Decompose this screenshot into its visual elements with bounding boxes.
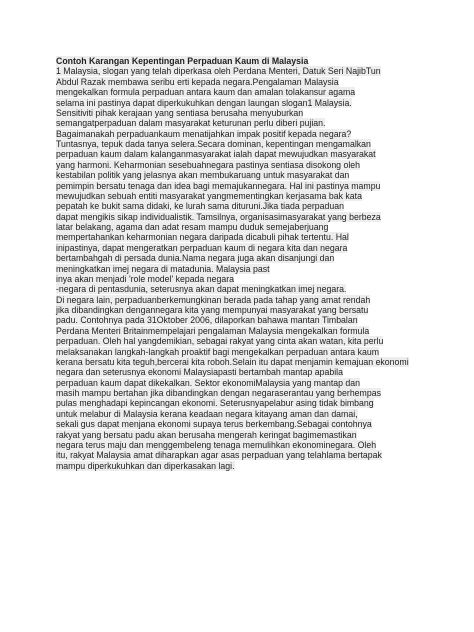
text-line — [56, 212, 428, 222]
paragraph-text: kerana bersatu kita teguh,bercerai kita roboh.Selain itu dapat menjamin kemajuan ekonomi — [56, 356, 409, 367]
text-line — [56, 108, 428, 118]
paragraph-text: meningkatkan imej negara di matadunia. Malaysia past — [56, 263, 270, 274]
paragraph-text: rakyat yang bersatu padu akan berusaha mengerah keringat bagimemastikan — [56, 429, 357, 440]
text-line — [56, 98, 428, 108]
paragraph-text: Tuntasnya, tepuk dada tanya selera.Secara dominan, kepentingan mengamalkan — [56, 139, 371, 149]
paragraph-text: yang harmoni. Keharmonian sesebuahnegara pastinya sentiasa disokong oleh — [56, 159, 361, 170]
paragraph-text: perpaduan. Oleh hal yangdemikian, sebagai rakyat yang cinta akan watan, kita perlu — [56, 336, 384, 347]
document-title: Contoh Karangan Kepentingan Perpaduan Kaum di Malaysia — [56, 56, 309, 66]
text-line — [56, 264, 428, 274]
paragraph-text: mampu diperkukuhkan dan diperkasakan lagi. — [56, 460, 235, 471]
text-line — [56, 450, 428, 460]
text-line — [56, 419, 428, 429]
text-line — [56, 305, 428, 315]
text-line — [56, 378, 428, 388]
text-line — [56, 149, 428, 159]
paragraph-text: negara terus maju dan menggembeleng tenaga memulihkan ekonominegara. Oleh — [56, 439, 377, 450]
text-line — [56, 326, 428, 336]
paragraph-text: selama ini pastinya dapat diperkukuhkan dengan laungan slogan1 Malaysia. — [56, 97, 352, 108]
text-line — [56, 118, 428, 128]
paragraph-text: melaksanakan langkah-langkah proaktif bagi mengekalkan perpaduan antara kaum — [56, 346, 379, 357]
document-body — [56, 56, 428, 471]
text-line — [56, 284, 428, 294]
text-line — [56, 139, 428, 149]
paragraph-text: masih mampu bertahan jika dibandingkan dengan negaraserantau yang berhempas — [56, 388, 381, 398]
text-line — [56, 440, 428, 450]
text-line — [56, 191, 428, 201]
paragraph-text: negara dan seterusnya ekonomi Malaysiapasti bertambah mantap apabila — [56, 367, 343, 378]
text-line — [56, 232, 428, 242]
text-line — [56, 170, 428, 180]
paragraph-text: Sensitiviti pihak kerajaan yang sentiasa berusaha menyuburkan — [56, 107, 304, 118]
paragraph-text: mempertahankan keharmonian negara daripada dicabuli pihak tertentu. Hal — [56, 232, 349, 243]
text-line — [56, 388, 428, 398]
paragraph-text: itu, rakyat Malaysia amat diharapkan agar asas perpaduan yang telahlama bertapak — [56, 450, 382, 461]
text-line — [56, 347, 428, 357]
document-title-line — [56, 56, 428, 66]
paragraph-text: bertambahgah di persada dunia.Nama negara juga akan disanjungi dan — [56, 253, 335, 264]
text-line — [56, 461, 428, 471]
paragraph-text: Bagaimanakah perpaduankaum menatijahkan impak positif kepada negara? — [56, 128, 352, 139]
text-line — [56, 357, 428, 367]
paragraph-text: Abdul Razak membawa seribu erti kepada negara.Pengalaman Malaysia — [56, 76, 339, 87]
paragraph-text: inya akan menjadi 'role model' kepada negara — [56, 273, 234, 284]
paragraph-text: perpaduan kaum dapat dikekalkan. Sektor ekonomiMalaysia yang mantap dan — [56, 377, 361, 388]
paragraph-text: inipastinya, dapat mengeratkan perpaduan kaum di negara kita dan negara — [56, 242, 348, 253]
text-line — [56, 66, 428, 76]
paragraph-text: dapat mengikis sikap individualistik. Tamsilnya, organisasimasyarakat yang berbeza — [56, 211, 381, 222]
paragraph-text: untuk melabur di Malaysia kerana keadaan negara kitayang aman dan damai, — [56, 408, 358, 419]
text-line — [56, 430, 428, 440]
text-line — [56, 87, 428, 97]
paragraph-text: pepatah ke bukit sama didaki, ke lurah sama dituruni.Jika tiada perpaduan — [56, 201, 344, 212]
text-line — [56, 129, 428, 139]
paragraph-text: sekali gus dapat menjana ekonomi supaya terus berkembang.Sebagai contohnya — [56, 419, 372, 430]
text-line — [56, 274, 428, 284]
text-line — [56, 253, 428, 263]
paragraph-text: mewujudkan sebuah entiti masyarakat yangmementingkan kerjasama bak kata — [56, 190, 362, 201]
paragraph-text: padu. Contohnya pada 31Oktober 2006, dilaporkan bahawa mantan Timbalan — [56, 315, 358, 326]
paragraph-text: -negara di pentasdunia, seterusnya akan dapat meningkatkan imej negara. — [56, 284, 347, 295]
paragraph-text: jika dibandingkan dengannegara kita yang mempunyai masyarakat yang bersatu — [56, 305, 369, 315]
paragraph-text: pulas menghadapi kepincangan ekonomi. Seterusnyapelabur asing tidak bimbang — [56, 398, 374, 409]
text-line — [56, 222, 428, 232]
text-line — [56, 77, 428, 87]
paragraph-text: Perdana Menteri Britainmempelajari pengalaman Malaysia mengekalkan formula — [56, 325, 370, 336]
text-line — [56, 160, 428, 170]
text-line — [56, 336, 428, 346]
paragraph-text: mengekalkan formula perpaduan antara kaum dan amalan tolakansur agama — [56, 87, 356, 98]
paragraph-text: semangatperpaduan dalam masyarakat keturunan perlu diberi pujian. — [56, 118, 326, 129]
paragraph-text: kestabilan politik yang jelasnya akan membukaruang untuk masyarakat dan — [56, 170, 350, 181]
text-line — [56, 315, 428, 325]
paragraph-text: 1 Malaysia, slogan yang telah diperkasa oleh Perdana Menteri, Datuk Seri NajibTun — [56, 66, 381, 77]
paragraph-text: pemimpin bersatu tenaga dan idea bagi memajukannegara. Hal ini pastinya mampu — [56, 180, 381, 191]
text-line — [56, 243, 428, 253]
paragraph-text: Di negara lain, perpaduanberkemungkinan berada pada tahap yang amat rendah — [56, 294, 371, 305]
text-line — [56, 295, 428, 305]
text-line — [56, 201, 428, 211]
text-line — [56, 409, 428, 419]
text-line — [56, 367, 428, 377]
paragraph-text: perpaduan kaum dalam kalanganmasyarakat ialah dapat mewujudkan masyarakat — [56, 149, 376, 160]
text-line — [56, 398, 428, 408]
text-line — [56, 181, 428, 191]
paragraph-text: latar belakang, agama dan adat resam mampu duduk semejaberjuang — [56, 222, 329, 232]
